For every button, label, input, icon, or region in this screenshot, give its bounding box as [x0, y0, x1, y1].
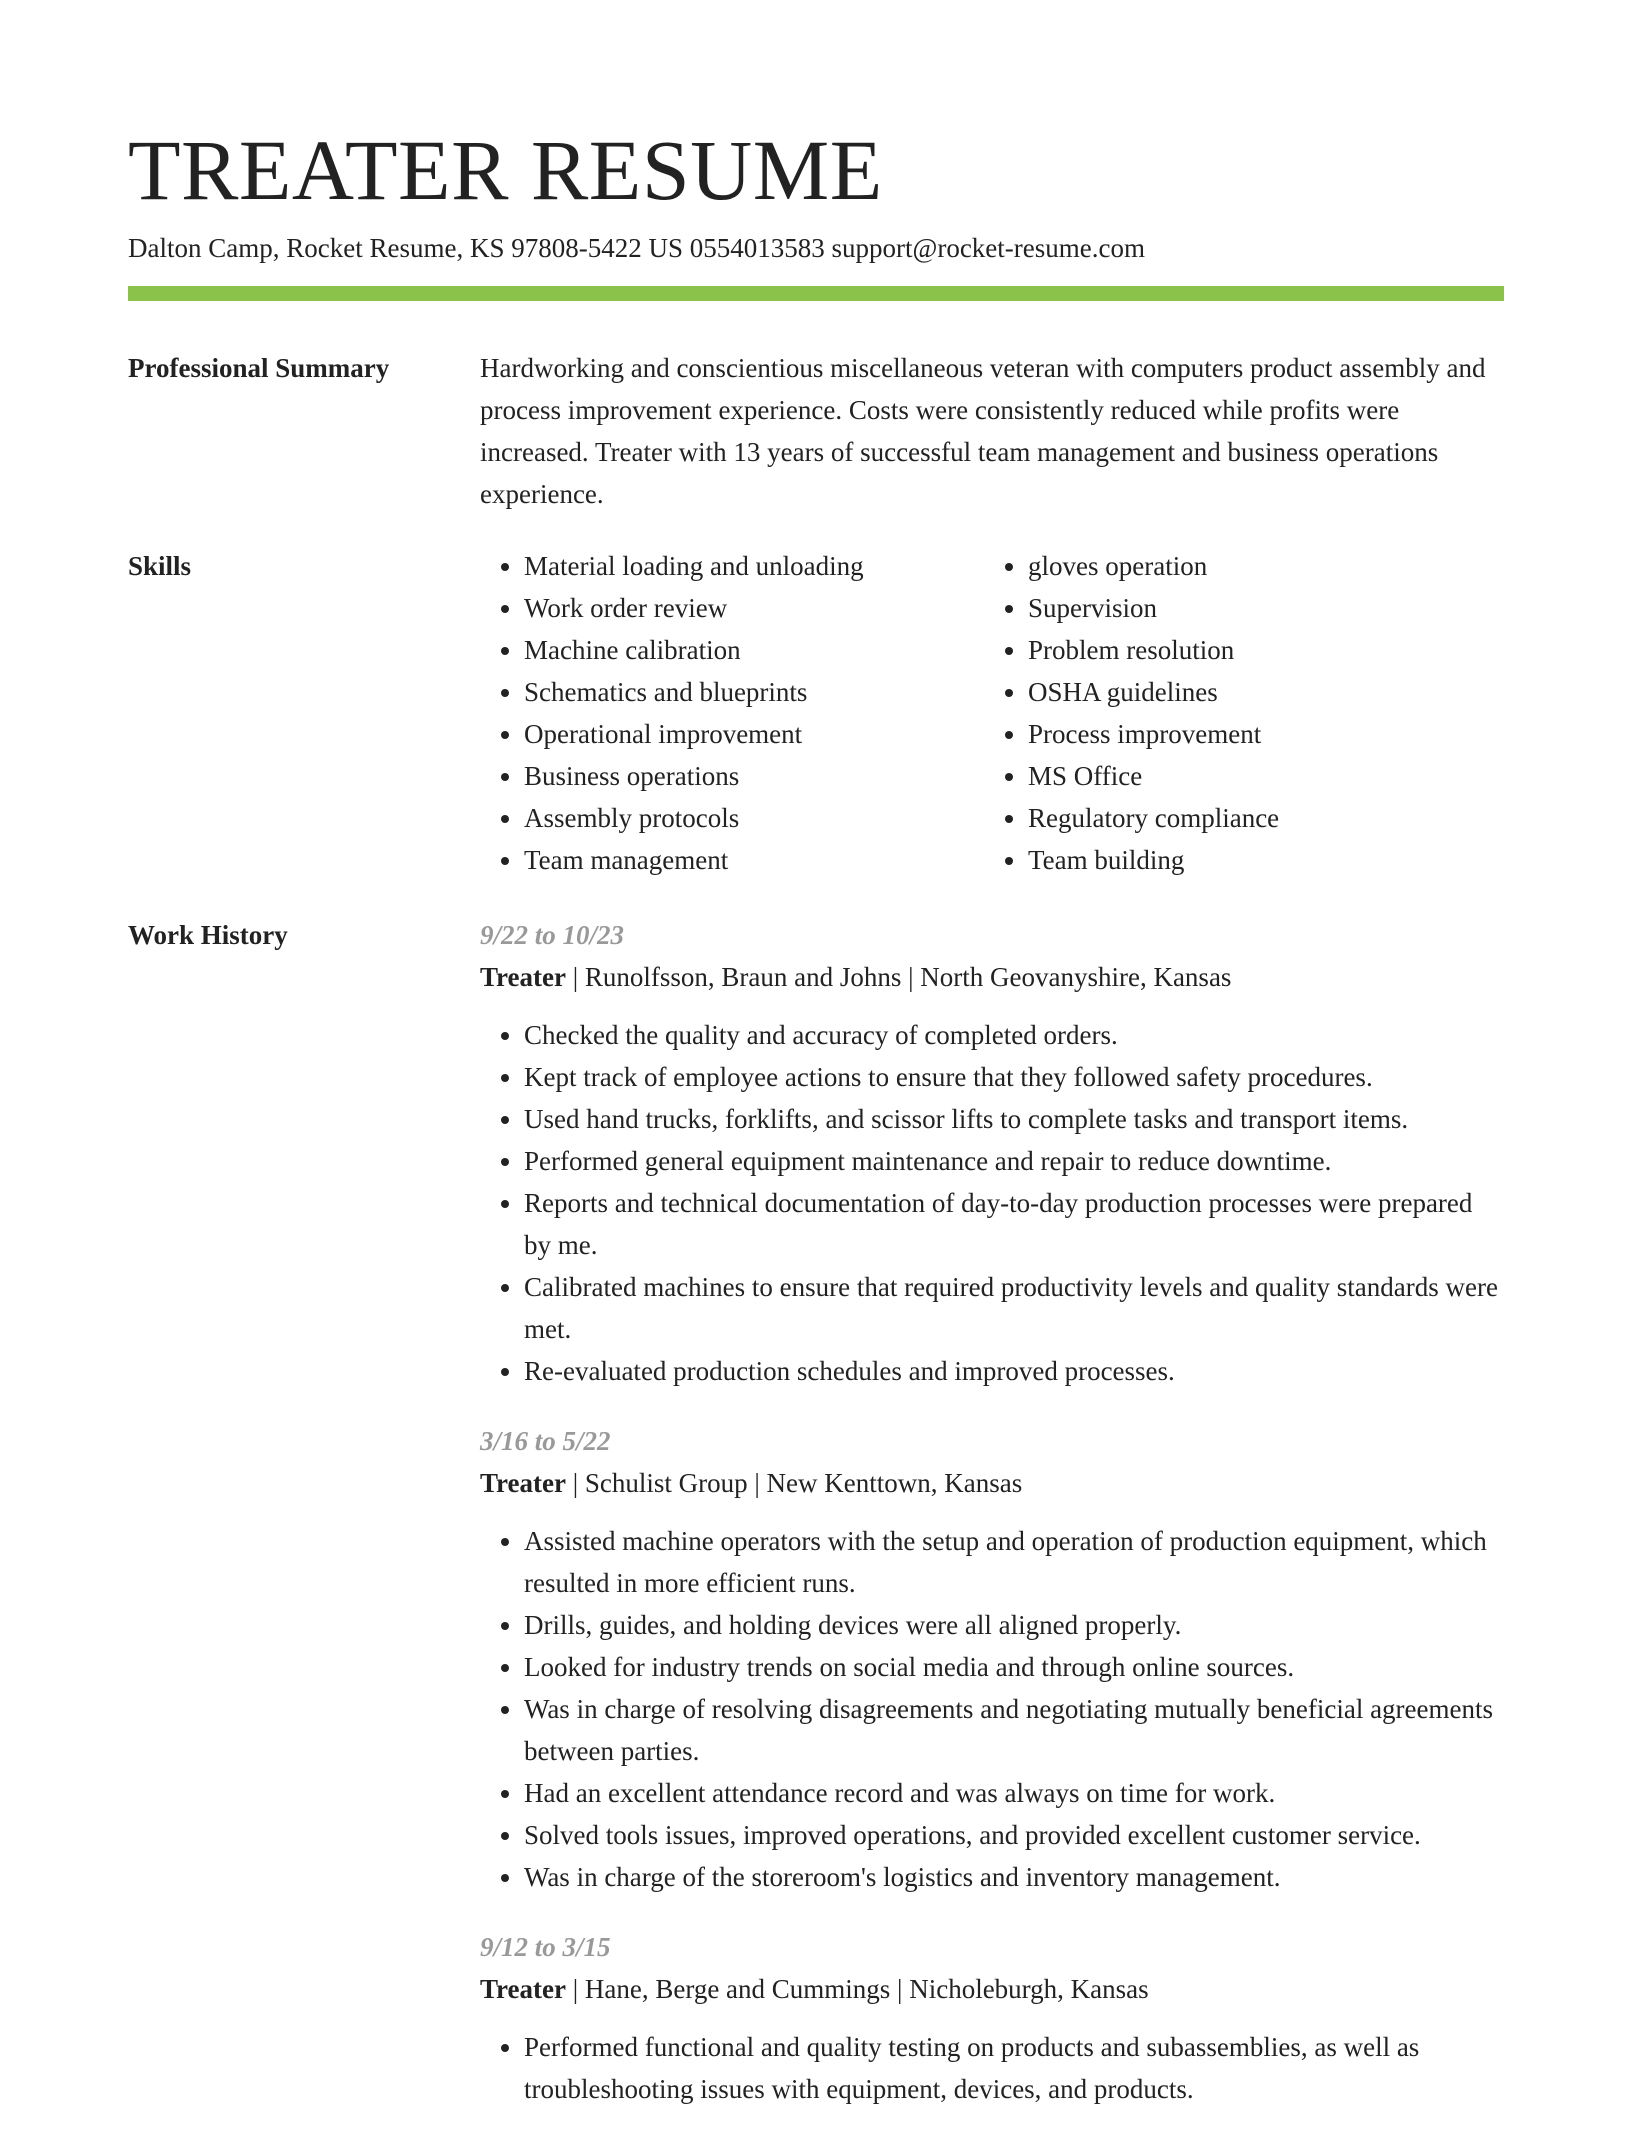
- job-role: Treater: [480, 962, 566, 992]
- skills-body: [480, 545, 1504, 881]
- job-bullets: [480, 2026, 1504, 2110]
- summary-heading: Professional Summary: [128, 353, 390, 383]
- job-employer-location: | Runolfsson, Braun and Johns | North Geovanyshire, Kansas: [572, 962, 1232, 992]
- job-header: [480, 956, 1504, 998]
- resume-title: TREATER RESUME: [128, 122, 883, 218]
- job-role: Treater: [480, 1468, 566, 1498]
- job-bullet: • Had an excellent attendance record and was always on time for work.: [524, 1772, 1504, 1814]
- skills-heading: Skills: [128, 551, 192, 581]
- job-dates: 9/12 to 3/15: [480, 1932, 611, 1962]
- skill-item: • Regulatory compliance: [1028, 797, 1488, 839]
- job-entry: [480, 914, 1504, 1392]
- job-bullets: [480, 1520, 1504, 1898]
- skill-item: • Operational improvement: [524, 713, 984, 755]
- skill-item: • Supervision: [1028, 587, 1488, 629]
- work-history-body: [480, 914, 1504, 2138]
- contact-address: Dalton Camp, Rocket Resume, KS 97808-5422 US: [128, 233, 683, 263]
- job-header: [480, 1968, 1504, 2010]
- skill-item: • gloves operation: [1028, 545, 1488, 587]
- job-bullet: • Calibrated machines to ensure that required productivity levels and quality standards were met.: [524, 1266, 1504, 1350]
- skill-item: • Business operations: [524, 755, 984, 797]
- job-bullet: • Assisted machine operators with the setup and operation of production equipment, which resulted in more efficient runs.: [524, 1520, 1504, 1604]
- job-bullet: • Kept track of employee actions to ensure that they followed safety procedures.: [524, 1056, 1504, 1098]
- job-employer-location: | Schulist Group | New Kenttown, Kansas: [572, 1468, 1023, 1498]
- skill-item: • MS Office: [1028, 755, 1488, 797]
- job-dates: 9/22 to 10/23: [480, 920, 625, 950]
- job-header: [480, 1462, 1504, 1504]
- skill-item: • OSHA guidelines: [1028, 671, 1488, 713]
- skill-item: • Schematics and blueprints: [524, 671, 984, 713]
- contact-phone: 0554013583: [689, 233, 825, 263]
- skill-item: • Machine calibration: [524, 629, 984, 671]
- work-history-heading: Work History: [128, 920, 288, 950]
- job-bullet: • Reports and technical documentation of day-to-day production processes were prepared by me.: [524, 1182, 1504, 1266]
- skill-item: • Team building: [1028, 839, 1488, 881]
- job-bullet: • Checked the quality and accuracy of completed orders.: [524, 1014, 1504, 1056]
- summary-text: Hardworking and conscientious miscellaneous veteran with computers product assembly and process improvement experience. Costs were consistently reduced while profits were increased. Treater with 13 years of successful team management and business operations experience.: [480, 353, 1486, 509]
- skill-item: • Assembly protocols: [524, 797, 984, 839]
- job-bullet: • Re-evaluated production schedules and improved processes.: [524, 1350, 1504, 1392]
- skills-column-1: [480, 545, 984, 881]
- job-role: Treater: [480, 1974, 566, 2004]
- skills-grid: [480, 545, 1504, 881]
- accent-divider: [128, 286, 1504, 301]
- job-bullet: • Looked for industry trends on social media and through online sources.: [524, 1646, 1504, 1688]
- job-bullet: • Was in charge of resolving disagreements and negotiating mutually beneficial agreements between parties.: [524, 1688, 1504, 1772]
- skill-item: • Material loading and unloading: [524, 545, 984, 587]
- skill-item: • Problem resolution: [1028, 629, 1488, 671]
- skills-column-2: [984, 545, 1488, 881]
- job-bullets: [480, 1014, 1504, 1392]
- skill-item: • Process improvement: [1028, 713, 1488, 755]
- job-bullet: • Performed functional and quality testing on products and subassemblies, as well as troubleshooting issues with equipment, devices, and products.: [524, 2026, 1504, 2110]
- job-dates: 3/16 to 5/22: [480, 1426, 611, 1456]
- skill-item: • Work order review: [524, 587, 984, 629]
- job-bullet: • Performed general equipment maintenance and repair to reduce downtime.: [524, 1140, 1504, 1182]
- job-entry: [480, 1926, 1504, 2110]
- job-entry: [480, 1420, 1504, 1898]
- contact-email: support@rocket-resume.com: [831, 233, 1145, 263]
- job-bullet: • Used hand trucks, forklifts, and scissor lifts to complete tasks and transport items.: [524, 1098, 1504, 1140]
- job-bullet: • Was in charge of the storeroom's logistics and inventory management.: [524, 1856, 1504, 1898]
- job-employer-location: | Hane, Berge and Cummings | Nicholeburgh, Kansas: [572, 1974, 1149, 2004]
- job-bullet: • Drills, guides, and holding devices were all aligned properly.: [524, 1604, 1504, 1646]
- skill-item: • Team management: [524, 839, 984, 881]
- summary-body: [480, 347, 1504, 515]
- job-bullet: • Solved tools issues, improved operations, and provided excellent customer service.: [524, 1814, 1504, 1856]
- contact-line: [128, 230, 1145, 266]
